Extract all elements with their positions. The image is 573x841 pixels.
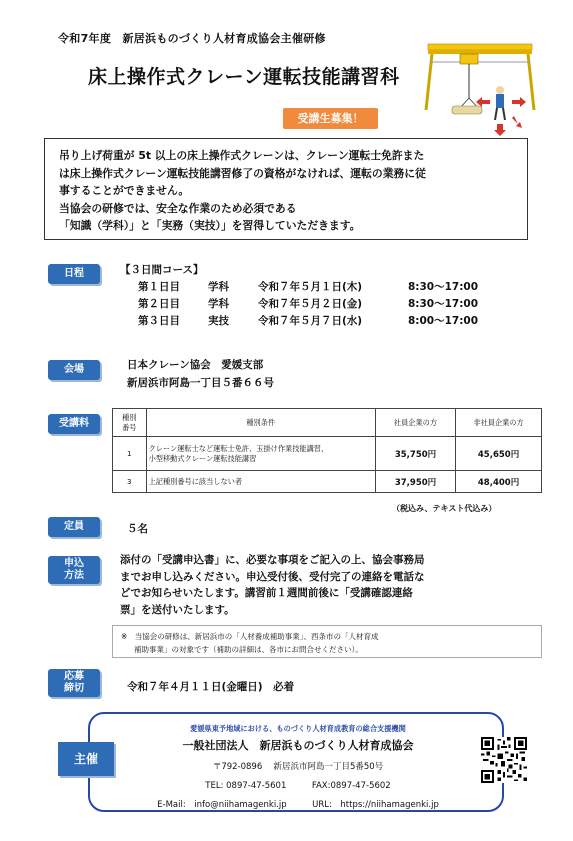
fees-label: 受講料 bbox=[48, 414, 100, 434]
host-tagline: 愛媛県東予地域における、ものづくり人材育成教育の総合支援機関 bbox=[190, 724, 406, 733]
venue-block bbox=[127, 356, 274, 392]
subsidy-note: ※ 当協会の研修は、新居浜市の「人材養成補助事業」、西条市の「人材育成 補助事業」の対象です（補助の詳細は、各市にお問合せください）。 bbox=[112, 625, 542, 658]
intro-line: 事することができません。 bbox=[59, 184, 190, 197]
intro-line: 当協会の研修では、安全な作業のため必須である bbox=[59, 201, 297, 215]
host-address: 〒792-0896 新居浜市阿島一丁目5番50号 bbox=[212, 762, 384, 772]
venue-name: 日本クレーン協会 愛媛支部 bbox=[127, 359, 264, 371]
host-org: 一般社団法人 新居浜ものづくり人材育成協会 bbox=[182, 739, 414, 752]
intro-line: は床上操作式クレーン運転技能講習修了の資格がなければ、運転の業務に従 bbox=[59, 166, 426, 180]
header-condition: 種別条件 bbox=[146, 409, 375, 437]
venue-label: 会場 bbox=[48, 360, 100, 380]
page-title: 床上操作式クレーン運転技能講習科 bbox=[88, 66, 400, 88]
deadline-label: 応募 締切 bbox=[48, 669, 100, 697]
recruit-badge: 受講生募集！ bbox=[283, 108, 378, 129]
intro-line: 「知識（学科）」と「実務（実技）」を習得していただきます。 bbox=[59, 219, 361, 232]
fees-table bbox=[112, 408, 542, 493]
header-top-line: 令和7年度 新居浜ものづくり人材育成協会主催研修 bbox=[58, 32, 326, 45]
tax-note: （税込み、テキスト代込み） bbox=[392, 504, 497, 513]
capacity-value: ５名 bbox=[127, 523, 148, 535]
intro-line: 吊り上げ荷重が 5t 以上の床上操作式クレーンは、クレーン運転士免許また bbox=[59, 149, 425, 162]
venue-address: 新居浜市阿島一丁目５番６６号 bbox=[127, 377, 274, 389]
host-phone: TEL: 0897-47-5601 FAX:0897-47-5602 bbox=[205, 781, 391, 791]
capacity-label: 定員 bbox=[48, 517, 100, 537]
email-link[interactable]: info@niihamagenki.jp bbox=[194, 800, 287, 810]
crane-icon bbox=[420, 40, 540, 140]
table-header-row bbox=[113, 409, 542, 437]
application-text: 添付の「受講申込書」に、必要な事項をご記入の上、協会事務局 までお申し込みください。申込受付後、受付完了の連絡を電話な どでお知らせいたします。講習前１週間前後に「受講確認連絡 票」を送付いたします。 bbox=[120, 554, 425, 616]
qr-code-icon bbox=[481, 737, 527, 783]
deadline-value: 令和７年４月１１日(金曜日) 必着 bbox=[127, 681, 295, 693]
host-contact: E-Mail: info@niihamagenki.jp URL: https://niihamagenki.jp bbox=[157, 800, 439, 810]
host-info bbox=[118, 724, 478, 810]
schedule-label: 日程 bbox=[48, 264, 100, 284]
header-member: 社員企業の方 bbox=[375, 409, 455, 437]
course-name: 【３日間コース】 bbox=[120, 264, 204, 276]
header-id: 種別 番号 bbox=[113, 409, 147, 437]
table-row: 3 上記種別番号に該当しない者 37,950円 48,400円 bbox=[113, 471, 542, 493]
host-label: 主催 bbox=[58, 742, 114, 776]
intro-box bbox=[44, 138, 528, 240]
url-link[interactable]: https://niihamagenki.jp bbox=[340, 800, 439, 810]
table-row: 1 クレーン運転士など運転士免許、玉掛け作業技能講習、 小型移動式クレーン運転技能講習 35,750円 45,650円 bbox=[113, 437, 542, 471]
header-nonmember: 非社員企業の方 bbox=[456, 409, 542, 437]
application-label: 申込 方法 bbox=[48, 556, 100, 584]
